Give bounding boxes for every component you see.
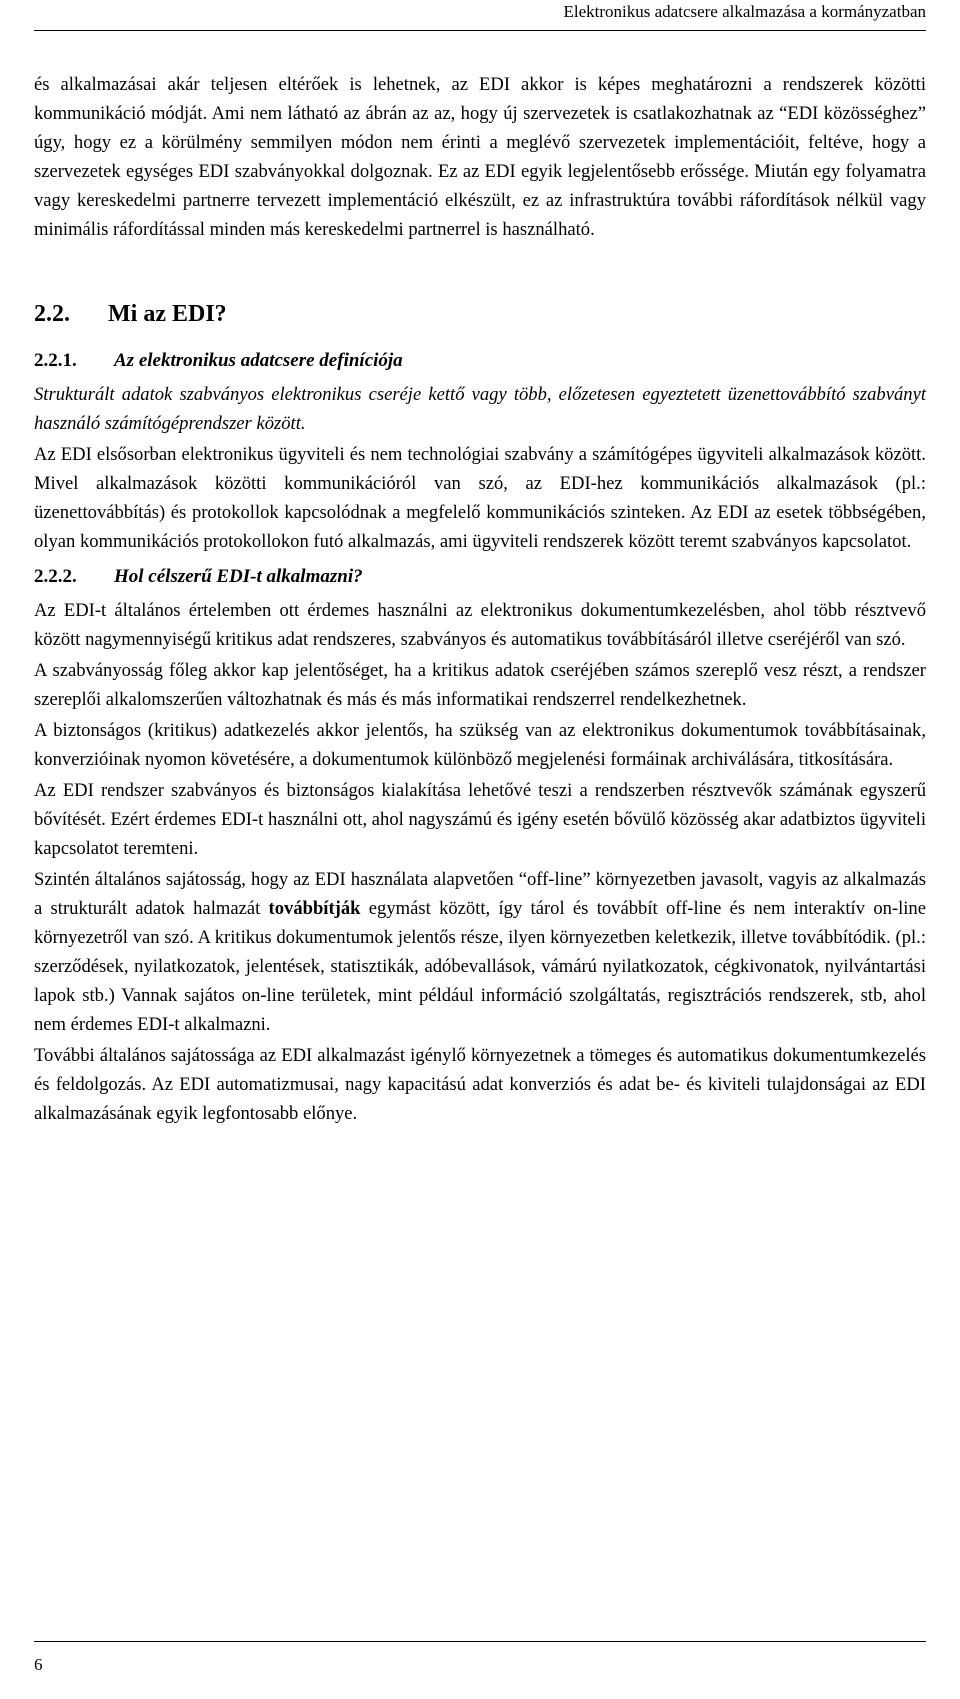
running-header: Elektronikus adatcsere alkalmazása a kormányzatban	[563, 2, 926, 21]
usage-paragraph-1: Az EDI-t általános értelemben ott érdemes használni az elektronikus dokumentumkezelésben, ahol több résztvevő között nagymennyiségű kritikus adat rendszeres, szabványos és automatikus továbbításáról illetve cseréjéről van szó.	[34, 600, 926, 650]
usage-paragraph-5-bold: továbbítják	[268, 898, 361, 919]
subsection-number-1: 2.2.1.	[34, 350, 77, 371]
footer-rule	[34, 1641, 926, 1642]
usage-paragraph-5-end: egymást között, így tárol és továbbít off-line és nem interaktív on-line környezetről van szó. A kritikus dokumentumok jelentős része, ilyen környezetben keletkezik, illetve továbbítódik. (pl.: szerződések, nyilatkozatok, jelentések, statisztikák, adóbevallások, vámárú nyilatkozatok, cégkivonatok, nyilvántartási lapok stb.) Vannak sajátos on-line területek, mint például információ szolgáltatás, regisztrációs rendszerek, stb, ahol nem érdemes EDI-t alkalmazni.	[34, 898, 926, 1035]
intro-paragraph: és alkalmazásai akár teljesen eltérőek is lehetnek, az EDI akkor is képes meghatározni a rendszerek közötti kommunikáció módját. Ami nem látható az ábrán az az, hogy új szervezetek is csatlakozhatnak az “EDI közösséghez” úgy, hogy ez a körülmény semmilyen módon nem érinti a meglévő szervezetek implementációit, feltéve, hogy a szervezetek egységes EDI szabványokkal dolgoznak. Ez az EDI egyik legjelentősebb erőssége. Miután egy folyamatra vagy kereskedelmi partnerre tervezett implementáció elkészült, ez az infrastruktúra további ráfordítások nélkül vagy minimális ráfordítással minden más kereskedelmi partnerrel is használható.	[34, 74, 926, 240]
definition-paragraph: Strukturált adatok szabványos elektronikus cseréje kettő vagy több, előzetesen egyeztetett üzenettovábbító szabványt használó számítógéprendszer között.	[34, 384, 926, 434]
edi-definition-paragraph: Az EDI elsősorban elektronikus ügyviteli és nem technológiai szabvány a számítógépes ügyviteli alkalmazások között. Mivel alkalmazások közötti kommunikációról van szó, az EDI-hez kommunikációs alkalmazások (pl.: üzenettovábbítás) és protokollok kapcsolódnak a megfelelő kommunikációs szinteken. Az EDI az esetek többségében, olyan kommunikációs protokollokon futó alkalmazás, ami ügyviteli rendszerek között teremt szabványos kapcsolatot.	[34, 444, 926, 552]
subsection-number-2: 2.2.2.	[34, 566, 77, 587]
usage-paragraph-4: Az EDI rendszer szabványos és biztonságos kialakítása lehetővé teszi a rendszerben résztvevők számának egyszerű bővítését. Ezért érdemes EDI-t használni ott, ahol nagyszámú és igény esetén bővülő közösség akar adatbiztos ügyviteli kapcsolatot teremteni.	[34, 780, 926, 859]
usage-paragraph-3: A biztonságos (kritikus) adatkezelés akkor jelentős, ha szükség van az elektronikus dokumentumok továbbításainak, konverzióinak nyomon követésére, a dokumentumok különböző megjelenési formáinak archiválására, titkosítására.	[34, 720, 926, 770]
usage-paragraph-2: A szabványosság főleg akkor kap jelentőséget, ha a kritikus adatok cseréjében számos szereplő vesz részt, a rendszer szereplői alkalomszerűen változhatnak és más és más informatikai rendszerrel rendelkezhetnek.	[34, 660, 926, 710]
section-heading	[34, 299, 926, 329]
usage-paragraph-6: További általános sajátossága az EDI alkalmazást igénylő környezetnek a tömeges és automatikus dokumentumkezelés és feldolgozás. Az EDI automatizmusai, nagy kapacitású adat konverziós és adat be- és kiviteli tulajdonságai az EDI alkalmazásának egyik legfontosabb előnye.	[34, 1045, 926, 1124]
section-gap	[34, 247, 926, 299]
subsection-heading-2	[34, 563, 926, 591]
subsection-title-2: Hol célszerű EDI-t alkalmazni?	[114, 566, 363, 587]
page-number: 6	[34, 1655, 43, 1674]
page-body	[34, 70, 926, 1130]
section-spacer	[34, 329, 926, 347]
usage-paragraph-5	[34, 865, 926, 1039]
section-title: Mi az EDI?	[108, 301, 227, 327]
usage-paragraph-5-start: Szintén általános sajátosság, hogy az EDI használata alapvetően “off-line” környezetben javasolt, vagyis az alkalmazás a strukturált adatok halmazát	[34, 869, 926, 919]
section-number: 2.2.	[34, 301, 70, 327]
header-rule	[34, 30, 926, 31]
subsection-title-1: Az elektronikus adatcsere definíciója	[114, 350, 403, 371]
subsection-heading-1	[34, 347, 926, 375]
